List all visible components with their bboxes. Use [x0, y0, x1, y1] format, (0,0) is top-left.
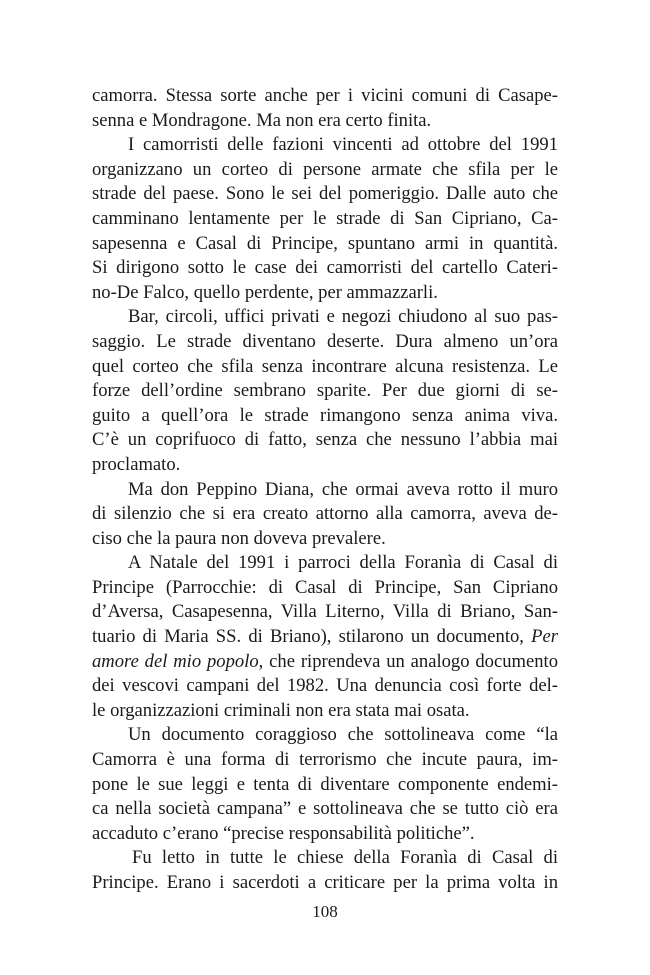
text-line: le organizzazioni criminali non era stata mai osata.: [92, 699, 470, 721]
text-line: strade del paese. Sono le sei del pomeriggio. Dalle auto che: [92, 183, 558, 205]
text-line: [92, 650, 558, 675]
text-line: d’Aversa, Casapesenna, Villa Literno, Villa di Briano, San-: [92, 601, 558, 623]
text-line: di silenzio che si era creato attorno alla camorra, aveva de-: [92, 503, 558, 525]
text-line: [92, 625, 558, 650]
book-title-italic: amore del mio popolo: [92, 650, 259, 672]
text-line: Ma don Peppino Diana, che ormai aveva rotto il muro: [128, 478, 558, 500]
text-line: accaduto c’erano “precise responsabilità politiche”.: [92, 822, 475, 844]
text-line: A Natale del 1991 i parroci della Foranìa di Casal di: [128, 552, 558, 574]
page-number: 108: [312, 902, 338, 921]
text-line: ciso che la paura non doveva prevalere.: [92, 527, 386, 549]
text-line: senna e Mondragone. Ma non era certo finita.: [92, 109, 432, 131]
text-line: sapesenna e Casal di Principe, spuntano armi in quantità.: [92, 232, 558, 254]
text-line: Un documento coraggioso che sottolineava come “la: [128, 724, 558, 746]
text-line: forze dell’ordine sembrano sparite. Per due giorni di se-: [92, 380, 558, 402]
book-title-italic: Per: [531, 626, 558, 648]
text-line: Camorra è una forma di terrorismo che incute paura, im-: [92, 749, 558, 771]
text-line: Si dirigono sotto le case dei camorristi del cartello Cateri-: [92, 257, 558, 279]
text-line: Bar, circoli, uffici privati e negozi chiudono al suo pas-: [128, 306, 558, 328]
body-text: [92, 84, 558, 896]
text-line: camorra. Stessa sorte anche per i vicini comuni di Casape-: [92, 85, 558, 106]
text-line: Principe (Parrocchie: di Casal di Principe, San Cipriano: [92, 576, 558, 598]
text-segment: tuario di Maria SS. di Briano), stilarono un documento,: [92, 626, 524, 648]
text-line: organizzano un corteo di persone armate che sfila per le: [92, 158, 558, 180]
text-line: no-De Falco, quello perdente, per ammazzarli.: [92, 281, 438, 303]
text-line: dei vescovi campani del 1982. Una denuncia così forte del-: [92, 675, 558, 697]
text-line: guito a quell’ora le strade rimangono senza anima viva.: [92, 404, 558, 426]
text-line: C’è un coprifuoco di fatto, senza che nessuno l’abbia mai: [92, 429, 558, 451]
text-line: camminano lentamente per le strade di San Cipriano, Ca-: [92, 207, 558, 229]
text-line: ca nella società campana” e sottolineava che se tutto ciò era: [92, 798, 558, 820]
text-line: Principe. Erano i sacerdoti a criticare per la prima volta in: [92, 872, 558, 893]
text-segment: , che riprendeva un analogo documento: [258, 650, 558, 672]
text-line: pone le sue leggi e tenta di diventare componente endemi-: [92, 773, 558, 795]
text-line: proclamato.: [92, 453, 181, 475]
text-line: I camorristi delle fazioni vincenti ad ottobre del 1991: [128, 134, 558, 156]
text-line: saggio. Le strade diventano deserte. Dura almeno un’ora: [92, 330, 558, 352]
text-line: quel corteo che sfila senza incontrare alcuna resistenza. Le: [92, 355, 558, 377]
text-line: Fu letto in tutte le chiese della Foranìa di Casal di: [132, 847, 558, 869]
